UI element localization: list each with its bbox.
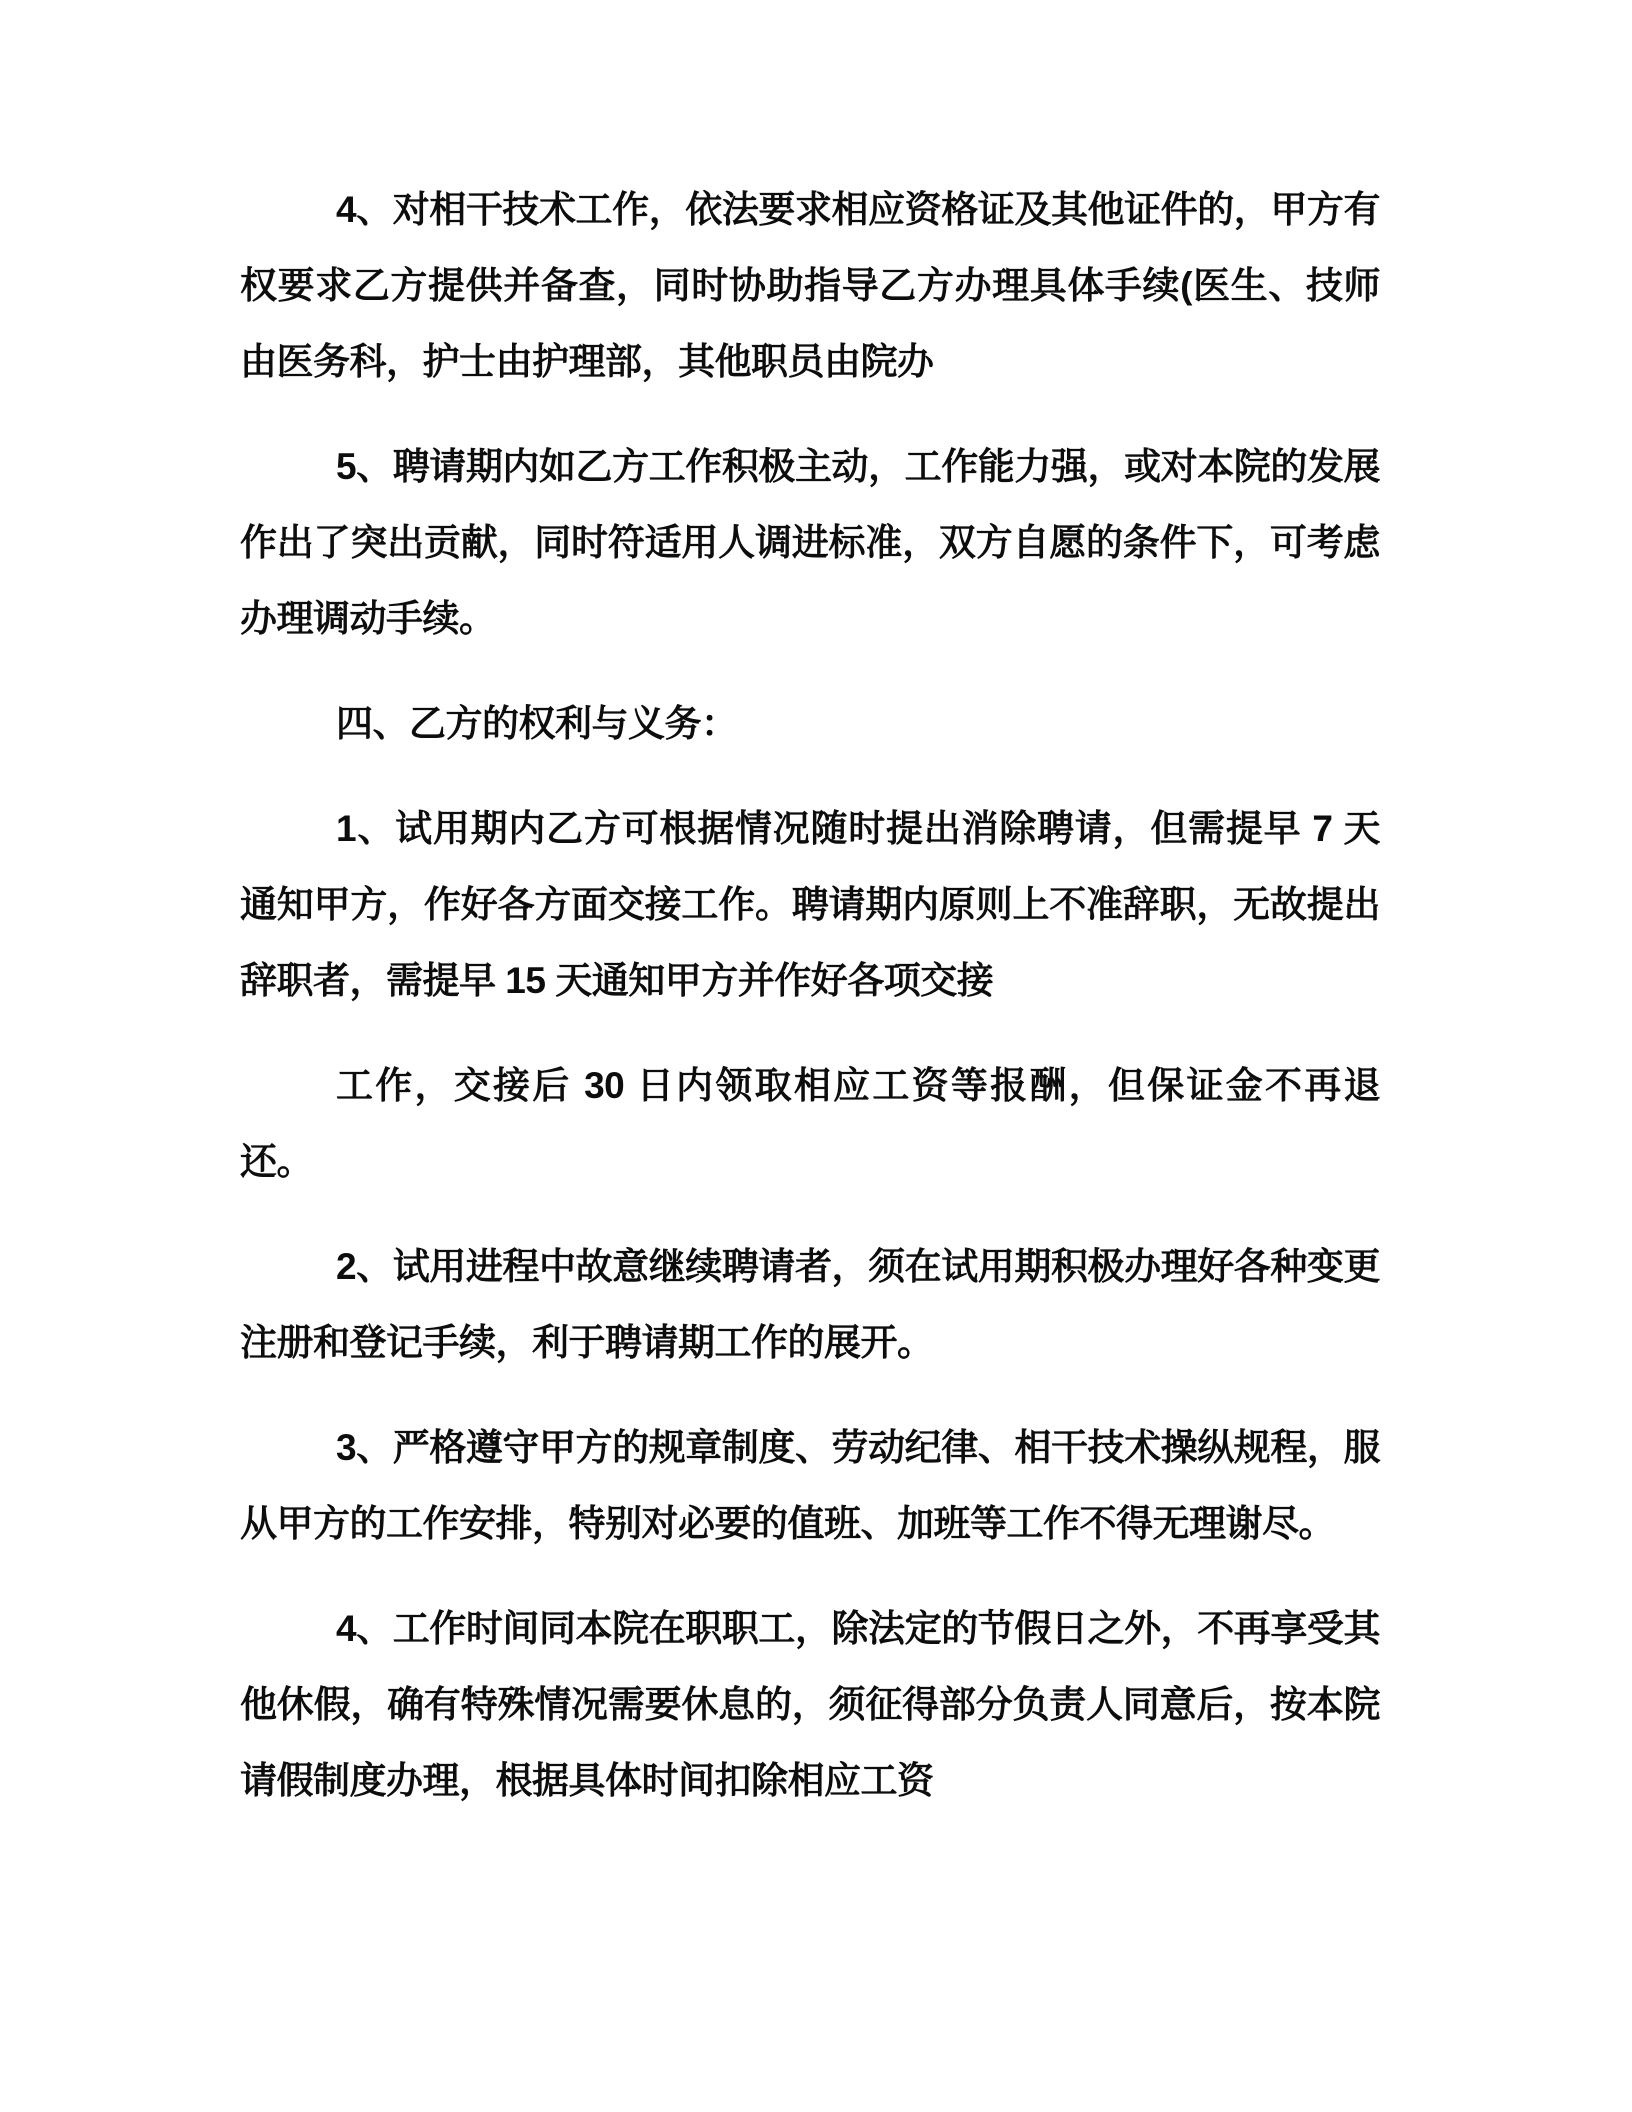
document-text-block <box>240 0 1380 1848</box>
paragraph-clause-4-1-continued: 工作，交接后 30 日内领取相应工资等报酬，但保证金不再退还。 <box>240 1065 1380 1182</box>
paragraph-clause-4-2: 2、试用进程中故意继续聘请者，须在试用期积极办理好各种变更注册和登记手续，利于聘请期工作的展开。 <box>240 1246 1380 1363</box>
paragraph-clause-4-3: 3、严格遵守甲方的规章制度、劳动纪律、相干技术操纵规程，服从甲方的工作安排，特别对必要的值班、加班等工作不得无理谢尽。 <box>240 1427 1380 1544</box>
section-heading-4: 四、乙方的权利与义务： <box>336 703 738 744</box>
paragraph-clause-3-5: 5、聘请期内如乙方工作积极主动，工作能力强，或对本院的发展作出了突出贡献，同时符适用人调进标准，双方自愿的条件下，可考虑办理调动手续。 <box>240 446 1380 639</box>
paragraph-clause-4-4: 4、工作时间同本院在职职工，除法定的节假日之外，不再享受其他休假，确有特殊情况需要休息的，须征得部分负责人同意后，按本院请假制度办理，根据具体时间扣除相应工资 <box>240 1608 1380 1801</box>
paragraph-clause-4-1: 1、试用期内乙方可根据情况随时提出消除聘请，但需提早 7 天通知甲方，作好各方面交接工作。聘请期内原则上不准辞职，无故提出辞职者，需提早 15 天通知甲方并作好各项交接 <box>240 808 1380 1001</box>
paragraph-clause-3-4: 4、对相干技术工作，依法要求相应资格证及其他证件的，甲方有权要求乙方提供并备查，同时协助指导乙方办理具体手续(医生、技师由医务科，护士由护理部，其他职员由院办 <box>240 189 1380 382</box>
